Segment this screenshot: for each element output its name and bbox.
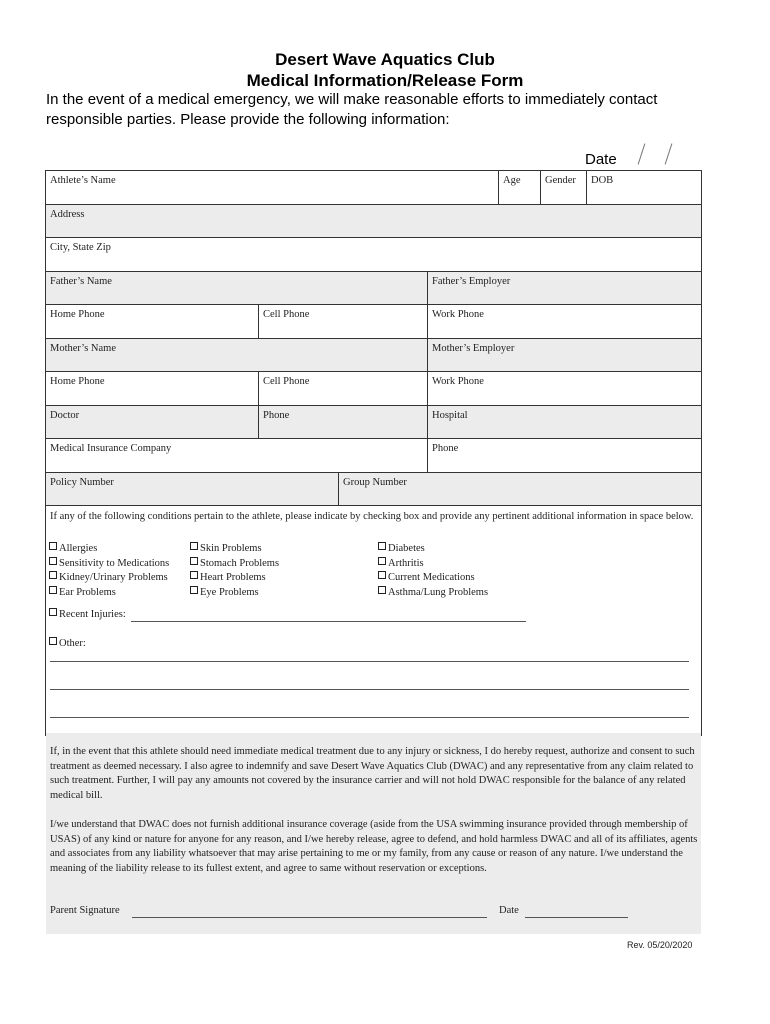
conditions-section — [46, 506, 701, 735]
condition-item[interactable]: Skin Problems — [190, 542, 279, 557]
condition-item[interactable]: Stomach Problems — [190, 557, 279, 572]
doctor-phone-field[interactable]: Phone — [259, 406, 428, 439]
insurance-phone-field[interactable]: Phone — [432, 443, 459, 454]
condition-item[interactable]: Kidney/Urinary Problems — [49, 571, 169, 586]
checkbox-icon[interactable] — [378, 557, 386, 565]
fathers-name-field[interactable]: Father’s Name — [46, 272, 428, 305]
condition-item[interactable]: Heart Problems — [190, 571, 279, 586]
checkbox-icon[interactable] — [49, 571, 57, 579]
mothers-name-field[interactable]: Mother’s Name — [46, 339, 428, 372]
checkbox-icon[interactable] — [49, 586, 57, 594]
form-row — [46, 305, 701, 339]
conditions-intro: If any of the following conditions pertain to the athlete, please indicate by checking box and provide any pertinent additional information in space below. — [50, 511, 694, 522]
medical-form — [45, 170, 702, 916]
checkbox-icon[interactable] — [190, 571, 198, 579]
condition-item[interactable]: Arthritis — [378, 557, 488, 572]
form-title: Medical Information/Release Form — [246, 71, 524, 90]
form-row — [46, 205, 701, 239]
gender-field[interactable]: Gender — [541, 171, 587, 204]
cell-phone-field[interactable]: Cell Phone — [259, 372, 428, 405]
group-number-field[interactable]: Group Number — [343, 476, 407, 488]
condition-item[interactable]: Diabetes — [378, 542, 488, 557]
condition-item[interactable]: Asthma/Lung Problems — [378, 586, 488, 601]
conditions-column — [190, 542, 279, 600]
notes-line[interactable] — [50, 689, 689, 690]
fathers-employer-field[interactable]: Father’s Employer — [432, 275, 511, 287]
conditions-column — [378, 542, 488, 600]
checkbox-icon[interactable] — [378, 586, 386, 594]
checkbox-icon[interactable] — [378, 542, 386, 550]
intro-text: In the event of a medical emergency, we will make reasonable efforts to immediately contact responsible parties. Please provide the following information: — [46, 91, 658, 128]
notes-line[interactable] — [50, 661, 689, 662]
athlete-name-field[interactable]: Athlete’s Name — [46, 171, 499, 204]
revision-label: Rev. 05/20/2020 — [627, 940, 693, 950]
other-item[interactable]: Other: — [49, 637, 86, 649]
condition-item[interactable]: Current Medications — [378, 571, 488, 586]
form-row — [46, 372, 701, 406]
conditions-column — [49, 542, 169, 600]
checkbox-icon[interactable] — [190, 542, 198, 550]
parent-signature-label: Parent Signature — [50, 905, 120, 916]
condition-item[interactable]: Allergies — [49, 542, 169, 557]
signature-date-label: Date — [499, 905, 519, 916]
checkbox-icon[interactable] — [49, 637, 57, 645]
notes-line[interactable] — [50, 717, 689, 718]
form-row — [46, 171, 701, 205]
signature-date-line[interactable] — [525, 917, 628, 918]
form-title-club: Desert Wave Aquatics Club — [275, 50, 495, 69]
condition-item[interactable]: Ear Problems — [49, 586, 169, 601]
checkbox-icon[interactable] — [49, 542, 57, 550]
form-row — [46, 238, 701, 272]
checkbox-icon[interactable] — [49, 608, 57, 616]
cell-phone-field[interactable]: Cell Phone — [259, 305, 428, 338]
condition-item[interactable]: Eye Problems — [190, 586, 279, 601]
home-phone-field[interactable]: Home Phone — [46, 305, 259, 338]
city-state-zip-field[interactable]: City, State Zip — [50, 242, 111, 253]
date-separator — [665, 143, 673, 164]
form-row — [46, 439, 701, 473]
work-phone-field[interactable]: Work Phone — [432, 309, 484, 320]
release-section — [46, 733, 701, 934]
policy-number-field[interactable]: Policy Number — [46, 473, 339, 506]
release-paragraph: If, in the event that this athlete should need immediate medical treatment due to any injury or sickness, I do hereby request, authorize and consent to such treatment as deemed necessary. I also agree to indemnify and save Desert Wave Aquatics Club (DWAC) and any representative from any claim related to such treatment. Further, I will pay any amounts not covered by the insurance carrier and will not hold DWAC responsible for the balance of any related medical bill. — [50, 746, 695, 801]
recent-injuries-line[interactable] — [131, 621, 526, 622]
form-row — [46, 272, 701, 306]
recent-injuries-item[interactable]: Recent Injuries: — [49, 608, 126, 620]
work-phone-field[interactable]: Work Phone — [432, 376, 484, 387]
checkbox-icon[interactable] — [190, 586, 198, 594]
form-row — [46, 406, 701, 440]
condition-item[interactable]: Sensitivity to Medications — [49, 557, 169, 572]
date-label: Date — [585, 151, 617, 168]
parent-signature-line[interactable] — [132, 917, 487, 918]
insurance-company-field[interactable]: Medical Insurance Company — [46, 439, 428, 472]
checkbox-icon[interactable] — [190, 557, 198, 565]
date-separator — [638, 143, 646, 164]
liability-paragraph: I/we understand that DWAC does not furnish additional insurance coverage (aside from the USA swimming insurance provided through membership of USAS) of any kind or nature for anyone for any reason, and I/we hereby release, agree to defend, and hold harmless DWAC and all of its affiliates, agents and associates from any liability whatsoever that may arise pertaining to me or my family, from any cause or reason of any nature. I/we understand the meaning of the liability release to its fullest extent, and agree to same without reservation or exceptions. — [50, 819, 698, 874]
hospital-field[interactable]: Hospital — [432, 409, 468, 421]
form-row — [46, 339, 701, 373]
home-phone-field[interactable]: Home Phone — [46, 372, 259, 405]
age-field[interactable]: Age — [499, 171, 541, 204]
doctor-field[interactable]: Doctor — [46, 406, 259, 439]
dob-field[interactable]: DOB — [591, 175, 614, 186]
checkbox-icon[interactable] — [378, 571, 386, 579]
address-field[interactable]: Address — [50, 208, 85, 220]
checkbox-icon[interactable] — [49, 557, 57, 565]
form-row — [46, 473, 701, 507]
mothers-employer-field[interactable]: Mother’s Employer — [432, 342, 515, 354]
